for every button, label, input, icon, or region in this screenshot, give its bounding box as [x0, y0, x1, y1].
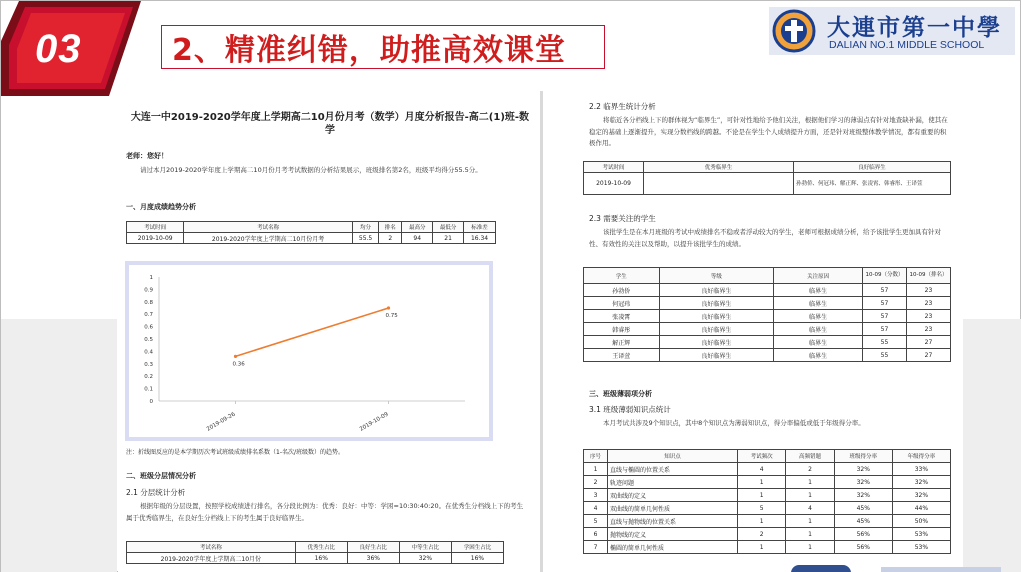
table-cell: 23: [907, 310, 951, 323]
table-row: [584, 541, 951, 554]
table-cell: 16%: [451, 553, 503, 564]
table-header-cell: 优秀生占比: [295, 542, 347, 553]
table-header-row: [127, 222, 496, 233]
table-cell: 2: [379, 233, 402, 244]
layer-paragraph: 根据年级的分层设置，按照学校成绩进行排名，各分段比例为：优秀：良好：中等：学困=10:30:40:20。在优秀生分档线上下的考生属于优秀临界生，在良好生分档线上下的考生属于良好临界生。: [126, 502, 524, 522]
table-header-row: [584, 450, 951, 463]
chart-data-point: [387, 306, 390, 309]
table-cell: 23: [907, 284, 951, 297]
table-cell: 2: [584, 476, 608, 489]
background-band-right: [956, 319, 1021, 572]
table-cell: 57: [863, 284, 907, 297]
background-band-left: [1, 319, 117, 572]
section-critical-heading: 2.2 临界生统计分析: [589, 102, 656, 111]
table-header-cell: 序号: [584, 450, 608, 463]
table-header-cell: 均分: [352, 222, 378, 233]
table-cell: 孙勃侨: [584, 284, 660, 297]
table-header-cell: 学困生占比: [451, 542, 503, 553]
table-header-cell: 良好生占比: [347, 542, 399, 553]
table-row: [584, 489, 951, 502]
table-cell: 良好临界生: [659, 323, 774, 336]
critical-students-table: [583, 161, 951, 195]
school-name-cn: 大連市第一中學: [827, 14, 1002, 41]
table-header-cell: 高频错题: [786, 450, 834, 463]
table-cell: 6: [584, 528, 608, 541]
table-cell: 1: [738, 515, 786, 528]
table-cell: 53%: [892, 541, 950, 554]
table-header-cell: 考试名称: [184, 222, 353, 233]
table-cell: 32%: [834, 489, 892, 502]
table-header-cell: 班级得分率: [834, 450, 892, 463]
table-row: [584, 297, 951, 310]
table-header-cell: 关注原因: [774, 268, 863, 284]
table-cell: 21: [433, 233, 464, 244]
table-cell: 解正辉: [584, 336, 660, 349]
table-cell: 直线与椭圆的位置关系: [608, 463, 738, 476]
chart-data-label: 0.36: [232, 361, 245, 368]
chart-y-tick-label: 0.3: [144, 361, 153, 368]
table-cell: 94: [402, 233, 433, 244]
table-cell: 7: [584, 541, 608, 554]
table-cell: 1: [786, 528, 834, 541]
table-header-cell: 考试频次: [738, 450, 786, 463]
table-cell: 临界生: [774, 310, 863, 323]
table-cell: 33%: [892, 463, 950, 476]
table-cell: 1: [584, 463, 608, 476]
table-cell: 良好临界生: [659, 349, 774, 362]
chart-y-tick-label: 1: [149, 275, 153, 281]
chart-y-tick-label: 0.2: [144, 374, 153, 381]
table-cell: 36%: [347, 553, 399, 564]
chart-y-tick-label: 0.4: [144, 349, 153, 356]
table-header-row: [127, 542, 504, 553]
table-row: [127, 553, 504, 564]
table-cell: 1: [786, 489, 834, 502]
chart-plot-area: [129, 265, 489, 437]
section-trend-heading: 一、月度成绩趋势分析: [126, 203, 196, 211]
table-cell: 双曲线的定义: [608, 489, 738, 502]
table-row: [584, 502, 951, 515]
chart-y-tick-label: 0.7: [144, 312, 153, 319]
table-header-cell: 良好临界生: [794, 162, 951, 173]
table-cell: 5: [584, 515, 608, 528]
school-logo: [769, 7, 1015, 55]
table-cell: 韩睿彤: [584, 323, 660, 336]
table-cell: 32%: [834, 463, 892, 476]
chart-y-tick-label: 0.5: [144, 337, 153, 343]
section-attention-heading: 2.3 需要关注的学生: [589, 214, 656, 223]
footer-logo-peek: [791, 565, 851, 572]
table-cell: 57: [863, 310, 907, 323]
table-cell: 王译萱: [584, 349, 660, 362]
table-cell: 2019-10-09: [584, 173, 644, 195]
table-cell: 临界生: [774, 284, 863, 297]
chart-x-tick-label: 2019-10-09: [358, 411, 390, 433]
table-header-cell: 考试时间: [584, 162, 644, 173]
section-number: 03: [35, 27, 82, 71]
critical-paragraph: 将临近各分档线上下的群体视为“临界生”，可针对性地给予他们关注，根据他们学习的薄弱点有针对地查缺补漏，使其在稳定的基础上逐渐提升，实现分数档线的跨越。不论是在学生个人成绩提升方面，还是针对班级整体教学情况，都有重要的积极作用。: [589, 116, 948, 147]
table-header-cell: 年级得分率: [892, 450, 950, 463]
table-cell: 16%: [295, 553, 347, 564]
table-header-cell: 优秀临界生: [644, 162, 794, 173]
table-cell: 23: [907, 297, 951, 310]
table-row: [584, 528, 951, 541]
weak-points-paragraph: 本月考试共涉及9个知识点，其中8个知识点为薄弱知识点，得分率偏低或低于年级得分率。: [603, 419, 865, 427]
table-cell: 32%: [892, 476, 950, 489]
table-cell: 1: [738, 476, 786, 489]
table-cell: 16.34: [464, 233, 496, 244]
section-layer-stats-heading: 2.1 分层统计分析: [126, 488, 186, 497]
table-cell: 1: [738, 541, 786, 554]
table-cell: 临界生: [774, 297, 863, 310]
table-cell: 何冠玮: [584, 297, 660, 310]
table-cell: 56%: [834, 541, 892, 554]
table-header-cell: 考试时间: [127, 222, 184, 233]
table-cell: 5: [738, 502, 786, 515]
chart-y-tick-label: 0.8: [144, 299, 153, 306]
table-cell: 轨迹问题: [608, 476, 738, 489]
table-header-cell: 标准差: [464, 222, 496, 233]
table-cell: 27: [907, 349, 951, 362]
table-header-cell: 中等生占比: [399, 542, 451, 553]
table-cell: 2019-2020学年度上学期高二10月份: [127, 553, 296, 564]
table-header-row: [584, 162, 951, 173]
slide-title-box: [161, 25, 605, 69]
footer-bar-peek: [881, 567, 1001, 572]
table-header-cell: 知识点: [608, 450, 738, 463]
table-row: [584, 463, 951, 476]
report-page-right: [543, 91, 963, 572]
table-header-cell: 最低分: [433, 222, 464, 233]
table-cell: 良好临界生: [659, 310, 774, 323]
table-cell: 直线与抛物线的位置关系: [608, 515, 738, 528]
table-row: [127, 233, 496, 244]
chart-data-point: [234, 355, 237, 358]
table-row: [584, 323, 951, 336]
table-cell: 53%: [892, 528, 950, 541]
table-row: [584, 349, 951, 362]
table-cell: 27: [907, 336, 951, 349]
report-title: 大连一中2019-2020学年度上学期高二10月份月考（数学）月度分析报告-高二(1)班-数学: [130, 112, 530, 136]
table-cell: 45%: [834, 515, 892, 528]
table-cell: 45%: [834, 502, 892, 515]
intro-paragraph: 请过本月2019-2020学年度上学期高二10月份月考考试数据的分析结果展示，班级排名第2名，班级平均得分55.5分。: [140, 166, 482, 174]
table-cell: 良好临界生: [659, 284, 774, 297]
table-cell: 4: [584, 502, 608, 515]
table-cell: 4: [738, 463, 786, 476]
table-cell: 50%: [892, 515, 950, 528]
layer-ratio-table: [126, 541, 504, 564]
table-cell: 1: [786, 476, 834, 489]
table-header-cell: 排名: [379, 222, 402, 233]
attention-students-table: [583, 267, 951, 362]
table-cell: 55.5: [352, 233, 378, 244]
chart-x-tick-label: 2019-09-26: [205, 411, 237, 433]
section-layer-heading: 二、班级分层情况分析: [126, 472, 196, 480]
table-cell: 1: [786, 541, 834, 554]
exam-summary-table: [126, 221, 496, 244]
table-header-cell: 学生: [584, 268, 660, 284]
chart-y-tick-label: 0.1: [144, 386, 153, 393]
table-cell: 张凌霄: [584, 310, 660, 323]
school-name-en: DALIAN NO.1 MIDDLE SCHOOL: [829, 39, 985, 51]
chart-y-tick-label: 0.6: [144, 324, 153, 331]
table-cell: 2019-2020学年度上学期高二10月份月考: [184, 233, 353, 244]
table-row: [584, 515, 951, 528]
table-cell: 57: [863, 323, 907, 336]
table-cell: 3: [584, 489, 608, 502]
table-cell: 临界生: [774, 323, 863, 336]
table-row: [584, 336, 951, 349]
table-cell: 双曲线的简单几何性质: [608, 502, 738, 515]
table-cell: 55: [863, 336, 907, 349]
table-cell: 孙勃侨、何冠玮、解正辉、张凌霄、韩睿彤、王译萱: [794, 173, 951, 195]
weak-points-table: [583, 449, 951, 554]
table-header-cell: 考试名称: [127, 542, 296, 553]
table-cell: 临界生: [774, 349, 863, 362]
report-page-left: [118, 91, 540, 572]
table-row: [584, 310, 951, 323]
table-header-cell: 最高分: [402, 222, 433, 233]
table-row: [584, 476, 951, 489]
table-cell: 临界生: [774, 336, 863, 349]
table-header-row: [584, 268, 951, 284]
table-cell: 32%: [892, 489, 950, 502]
table-cell: 2019-10-09: [127, 233, 184, 244]
chart-y-tick-label: 0.9: [144, 287, 153, 294]
table-header-cell: 等级: [659, 268, 774, 284]
chart-data-label: 0.75: [385, 313, 398, 319]
rank-trend-chart-svg: [125, 261, 493, 441]
table-cell: [644, 173, 794, 195]
table-cell: 57: [863, 297, 907, 310]
table-header-cell: 10-09（排名）: [907, 268, 951, 284]
table-row: [584, 173, 951, 195]
attention-paragraph: 该批学生是在本月班级的考试中成绩排名不稳或者浮动较大的学生，老师可根据成绩分析，给予该批学生更加具有针对性、有效性的关注以及帮助，以提升该批学生的成绩。: [589, 228, 941, 248]
table-cell: 2: [786, 463, 834, 476]
table-cell: 56%: [834, 528, 892, 541]
table-cell: 32%: [399, 553, 451, 564]
chart-y-tick-label: 0: [149, 399, 153, 405]
table-cell: 2: [738, 528, 786, 541]
table-header-cell: 10-09（分数）: [863, 268, 907, 284]
chart-note: 注：折线图反应的是本学期历次考试班级成绩排名系数（1-名次/班级数）的趋势。: [126, 449, 345, 456]
table-cell: 32%: [834, 476, 892, 489]
table-cell: 良好临界生: [659, 297, 774, 310]
school-emblem-icon: [772, 9, 816, 53]
table-cell: 抛物线的定义: [608, 528, 738, 541]
table-cell: 椭圆的简单几何性质: [608, 541, 738, 554]
table-cell: 44%: [892, 502, 950, 515]
table-cell: 4: [786, 502, 834, 515]
table-cell: 55: [863, 349, 907, 362]
rank-trend-chart: [125, 261, 493, 441]
table-cell: 23: [907, 323, 951, 336]
table-row: [584, 284, 951, 297]
greeting: 老师：您好！: [126, 152, 168, 160]
table-cell: 良好临界生: [659, 336, 774, 349]
table-cell: 1: [738, 489, 786, 502]
table-cell: 1: [786, 515, 834, 528]
section-weak-points-heading: 3.1 班级薄弱知识点统计: [589, 405, 671, 414]
slide-title: 2、精准纠错，助推高效课堂: [172, 33, 566, 68]
section-weakness-heading: 三、班级薄弱项分析: [589, 390, 652, 398]
